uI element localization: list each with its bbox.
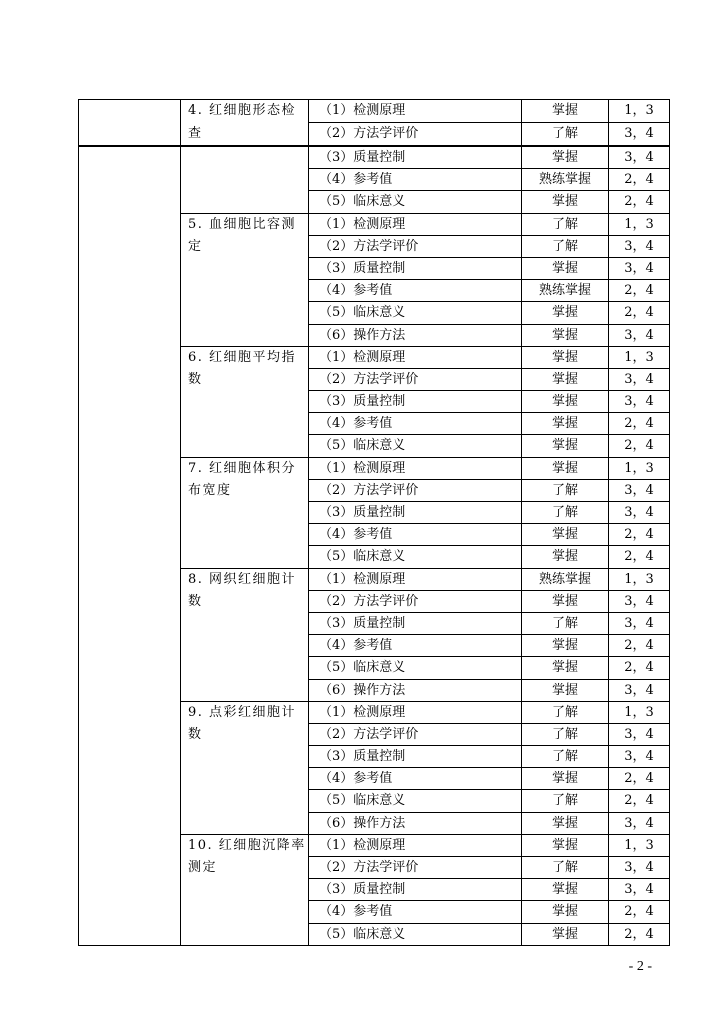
item-label: （3）质量控制 [309, 746, 522, 768]
reference-codes: 3，4 [609, 122, 670, 146]
requirement-level: 掌握 [522, 324, 609, 346]
item-label: （2）方法学评价 [309, 723, 522, 745]
item-label: （2）方法学评价 [309, 479, 522, 501]
category-cell [79, 146, 181, 945]
reference-codes: 2，4 [609, 169, 670, 191]
reference-codes: 2，4 [609, 657, 670, 679]
requirement-level: 了解 [522, 723, 609, 745]
item-label: （1）检测原理 [309, 213, 522, 235]
reference-codes: 3，4 [609, 235, 670, 257]
item-label: （1）检测原理 [309, 701, 522, 723]
item-label: （4）参考值 [309, 280, 522, 302]
requirement-level: 掌握 [522, 391, 609, 413]
reference-codes: 2，4 [609, 768, 670, 790]
requirement-level: 了解 [522, 746, 609, 768]
requirement-level: 掌握 [522, 834, 609, 856]
reference-codes: 1，3 [609, 213, 670, 235]
reference-codes: 3，4 [609, 479, 670, 501]
reference-codes: 3，4 [609, 679, 670, 701]
item-label: （4）参考值 [309, 413, 522, 435]
item-label: （3）质量控制 [309, 879, 522, 901]
reference-codes: 3，4 [609, 746, 670, 768]
requirement-level: 掌握 [522, 812, 609, 834]
reference-codes: 3，4 [609, 612, 670, 634]
unit-title: 6. 红细胞平均指数 [181, 346, 309, 457]
reference-codes: 1，3 [609, 346, 670, 368]
reference-codes: 3，4 [609, 324, 670, 346]
syllabus-table [78, 99, 670, 946]
requirement-level: 掌握 [522, 146, 609, 169]
item-label: （4）参考值 [309, 901, 522, 923]
reference-codes: 2，4 [609, 901, 670, 923]
requirement-level: 了解 [522, 122, 609, 146]
requirement-level: 掌握 [522, 524, 609, 546]
requirement-level: 掌握 [522, 368, 609, 390]
item-label: （2）方法学评价 [309, 590, 522, 612]
item-label: （5）临床意义 [309, 923, 522, 945]
item-label: （6）操作方法 [309, 812, 522, 834]
reference-codes: 3，4 [609, 502, 670, 524]
reference-codes: 3，4 [609, 257, 670, 279]
reference-codes: 1，3 [609, 834, 670, 856]
item-label: （2）方法学评价 [309, 368, 522, 390]
page-number: - 2 - [628, 959, 652, 974]
reference-codes: 1，3 [609, 100, 670, 123]
requirement-level: 掌握 [522, 257, 609, 279]
item-label: （2）方法学评价 [309, 857, 522, 879]
requirement-level: 掌握 [522, 768, 609, 790]
item-label: （4）参考值 [309, 524, 522, 546]
requirement-level: 掌握 [522, 346, 609, 368]
syllabus-table-body [79, 100, 670, 946]
requirement-level: 掌握 [522, 100, 609, 123]
requirement-level: 了解 [522, 701, 609, 723]
reference-codes: 2，4 [609, 191, 670, 213]
reference-codes: 3，4 [609, 590, 670, 612]
item-label: （5）临床意义 [309, 302, 522, 324]
reference-codes: 2，4 [609, 302, 670, 324]
item-label: （5）临床意义 [309, 546, 522, 568]
requirement-level: 了解 [522, 235, 609, 257]
item-label: （3）质量控制 [309, 257, 522, 279]
item-label: （2）方法学评价 [309, 235, 522, 257]
item-label: （4）参考值 [309, 635, 522, 657]
requirement-level: 掌握 [522, 679, 609, 701]
unit-title [181, 146, 309, 213]
requirement-level: 熟练掌握 [522, 280, 609, 302]
item-label: （6）操作方法 [309, 324, 522, 346]
reference-codes: 1，3 [609, 701, 670, 723]
reference-codes: 3，4 [609, 857, 670, 879]
item-label: （1）检测原理 [309, 346, 522, 368]
requirement-level: 掌握 [522, 546, 609, 568]
requirement-level: 掌握 [522, 302, 609, 324]
reference-codes: 3，4 [609, 723, 670, 745]
requirement-level: 了解 [522, 213, 609, 235]
requirement-level: 掌握 [522, 191, 609, 213]
requirement-level: 掌握 [522, 457, 609, 479]
requirement-level: 掌握 [522, 635, 609, 657]
reference-codes: 2，4 [609, 635, 670, 657]
reference-codes: 3，4 [609, 146, 670, 169]
reference-codes: 3，4 [609, 879, 670, 901]
item-label: （4）参考值 [309, 768, 522, 790]
item-label: （3）质量控制 [309, 612, 522, 634]
requirement-level: 了解 [522, 479, 609, 501]
item-label: （5）临床意义 [309, 435, 522, 457]
item-label: （5）临床意义 [309, 790, 522, 812]
reference-codes: 2，4 [609, 435, 670, 457]
item-label: （1）检测原理 [309, 457, 522, 479]
item-label: （2）方法学评价 [309, 122, 522, 146]
reference-codes: 3，4 [609, 368, 670, 390]
item-label: （5）临床意义 [309, 191, 522, 213]
reference-codes: 3，4 [609, 391, 670, 413]
unit-title: 10. 红细胞沉降率测定 [181, 834, 309, 945]
item-label: （1）检测原理 [309, 834, 522, 856]
unit-title: 9. 点彩红细胞计数 [181, 701, 309, 834]
requirement-level: 掌握 [522, 901, 609, 923]
table-row [79, 100, 670, 123]
item-label: （1）检测原理 [309, 100, 522, 123]
requirement-level: 熟练掌握 [522, 568, 609, 590]
unit-title: 7. 红细胞体积分布宽度 [181, 457, 309, 568]
reference-codes: 2，4 [609, 790, 670, 812]
requirement-level: 了解 [522, 502, 609, 524]
unit-title: 5. 血细胞比容测定 [181, 213, 309, 346]
requirement-level: 掌握 [522, 413, 609, 435]
requirement-level: 了解 [522, 790, 609, 812]
unit-title: 8. 网织红细胞计数 [181, 568, 309, 701]
reference-codes: 2，4 [609, 413, 670, 435]
requirement-level: 掌握 [522, 879, 609, 901]
item-label: （3）质量控制 [309, 502, 522, 524]
reference-codes: 2，4 [609, 524, 670, 546]
reference-codes: 2，4 [609, 546, 670, 568]
requirement-level: 掌握 [522, 923, 609, 945]
requirement-level: 了解 [522, 612, 609, 634]
requirement-level: 掌握 [522, 435, 609, 457]
item-label: （6）操作方法 [309, 679, 522, 701]
reference-codes: 1，3 [609, 457, 670, 479]
unit-title: 4. 红细胞形态检查 [181, 100, 309, 147]
requirement-level: 掌握 [522, 657, 609, 679]
item-label: （1）检测原理 [309, 568, 522, 590]
item-label: （3）质量控制 [309, 391, 522, 413]
reference-codes: 3，4 [609, 812, 670, 834]
reference-codes: 2，4 [609, 280, 670, 302]
reference-codes: 1，3 [609, 568, 670, 590]
requirement-level: 了解 [522, 857, 609, 879]
item-label: （3）质量控制 [309, 146, 522, 169]
requirement-level: 熟练掌握 [522, 169, 609, 191]
reference-codes: 2，4 [609, 923, 670, 945]
item-label: （4）参考值 [309, 169, 522, 191]
table-row [79, 146, 670, 169]
requirement-level: 掌握 [522, 590, 609, 612]
category-cell [79, 100, 181, 147]
item-label: （5）临床意义 [309, 657, 522, 679]
